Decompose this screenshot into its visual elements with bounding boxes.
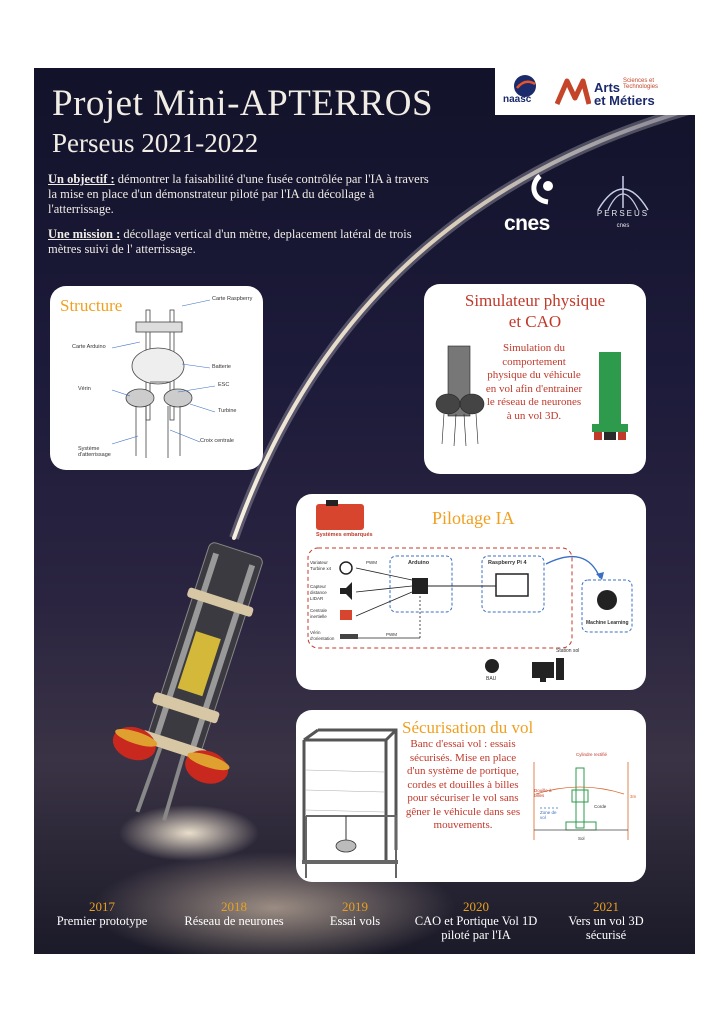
label-batterie: Batterie	[212, 364, 231, 370]
label-arduino: Arduino	[408, 560, 430, 566]
label-machine-learning: Machine Learning	[586, 620, 629, 626]
label-verin: Vérin	[78, 386, 91, 392]
label-variateur: Variateur Turbine x4	[310, 560, 332, 571]
securisation-drawings	[296, 710, 646, 882]
arts-label: Arts	[594, 80, 621, 95]
structure-card	[50, 286, 263, 470]
simulateur-card	[424, 284, 646, 474]
partner-logos	[495, 68, 695, 115]
label-lidar: Capteur distance LIDAR	[310, 584, 327, 601]
simulation-renders	[424, 284, 646, 474]
label-zone-vol: Zone de vol	[540, 810, 557, 820]
label-carte-raspberry: Carte Raspberry	[212, 296, 253, 302]
metiers-label: et Métiers	[594, 93, 655, 108]
label-systemes-embarques: Systèmes embarqués	[316, 532, 373, 538]
simulateur-title: Simulateur physique et CAO	[464, 291, 606, 331]
timeline	[34, 900, 695, 954]
label-corde: Corde	[594, 804, 607, 809]
label-bau: BAU	[486, 676, 497, 682]
label-carte-arduino: Carte Arduino	[72, 344, 106, 350]
label-raspberry-pi: Raspberry Pi 4	[488, 560, 527, 566]
label-verin-orientation: Vérin d'orientation	[310, 630, 335, 641]
objective-paragraph: Un objectif : démontrer la faisabilité d'une fusée contrôlée par l'IA à travers la mise en place d'un démonstrateur piloté par l'IA du décollage à l'atterrissage.	[48, 172, 429, 216]
label-pwm-top: PWM	[366, 560, 377, 565]
poster-subtitle: Perseus 2021-2022	[52, 128, 259, 158]
securisation-card	[296, 710, 646, 882]
arts-metiers-mark-icon	[555, 78, 591, 106]
timeline-item: 2021 Vers un vol 3D sécurisé	[568, 899, 644, 942]
label-cylindre: Cylindre rectifié	[576, 752, 608, 757]
pilotage-card	[296, 494, 646, 690]
label-turbine: Turbine	[218, 408, 237, 414]
securisation-title: Sécurisation du vol	[402, 718, 534, 737]
simulateur-body: Simulation du comportement physique du véhicule en vol afin d'entrainer le réseau de neurones à un vol 3D.	[485, 342, 583, 422]
structure-title: Structure	[60, 296, 123, 315]
label-esc: ESC	[218, 382, 230, 388]
cnes-swoosh-icon	[528, 172, 568, 208]
perseus-cnes-label: cnes	[616, 223, 630, 229]
poster-title: Projet Mini-APTERROS	[52, 83, 434, 124]
rocket-illustration	[94, 533, 264, 863]
label-pwm-bottom: PWM	[386, 632, 397, 637]
timeline-item: 2019 Essai vols	[329, 899, 381, 928]
timeline-item: 2018 Réseau de neurones	[184, 899, 284, 928]
timeline-item: 2020 CAO et Portique Vol 1D piloté par l'IA	[414, 899, 538, 942]
poster: Projet Mini-APTERROS Perseus 2021-2022 naasc Arts Sciences et Technologies et Métiers Un objectif : démontrer la faisabilité d'une fusée contrôlée par l'IA à travers la mise en place d'un démonstrateur piloté par l'IA du décollage à l'atterrissage. Une mission : décollage vertical d'un mètre, deplacement latéral de trois mètres suivi de l' atterrissage. cnes PERSEUS cnes Structure Carte Raspberry Carte Arduino Batterie ESC Vérin Turbine Système d'atterrissage Croix centrale Simulateur physique et CAO Simulation du comportement physique du véhicule en vol afin d'entrainer le réseau de neurones à un vol 3D. Pilotage IA Systèmes embarqués Arduino Raspberry Pi 4 Variateur Turbine x4 Capteur distance LIDAR Centrale inertielle Vérin d'orientation PWM PWM Machine Learning Station sol BAU Sécurisation du vol Banc d'essai vol : essais sécurisés. Mise en place d'un système de portique, cordes et douilles à billes pour sécuriser le vol sans gêner le véhicule dans ses mouvements. Cylindre rectifié Douille à billes Corde Zone de vol Sol 3m 2017 Premier prototype 2018 Réseau de neurones 2019 Essai vols 2020 CAO et Portique Vol 1D piloté par l'IA 2021 Vers un vol 3D sécurisé	[34, 68, 695, 954]
naasc-label: naasc	[503, 94, 532, 105]
naasc-logo-icon	[503, 72, 543, 112]
timeline-item: 2017 Premier prototype	[56, 899, 148, 928]
pilotage-diagram	[296, 494, 646, 690]
securisation-body: Banc d'essai vol : essais sécurisés. Mise en place d'un système de portique, cordes et douilles à billes pour sécuriser le vol sans gêner le véhicule dans ses mouvements.	[405, 738, 521, 831]
label-centrale: Centrale inertielle	[310, 608, 328, 619]
label-systeme-atterrissage: Système d'atterrissage	[78, 446, 111, 458]
label-croix-centrale: Croix centrale	[200, 438, 234, 444]
pilotage-title: Pilotage IA	[432, 508, 515, 528]
arts-small-label: Sciences et Technologies	[623, 78, 659, 90]
label-douille: Douille à billes	[534, 788, 552, 798]
perseus-label: PERSEUS	[596, 209, 650, 218]
mission-paragraph: Une mission : décollage vertical d'un mètre, deplacement latéral de trois mètres suivi de l' atterrissage.	[48, 227, 412, 256]
label-station-sol: Station sol	[556, 648, 580, 654]
label-3m: 3m	[630, 794, 637, 799]
label-sol: Sol	[578, 836, 585, 841]
intro-text	[48, 172, 438, 267]
